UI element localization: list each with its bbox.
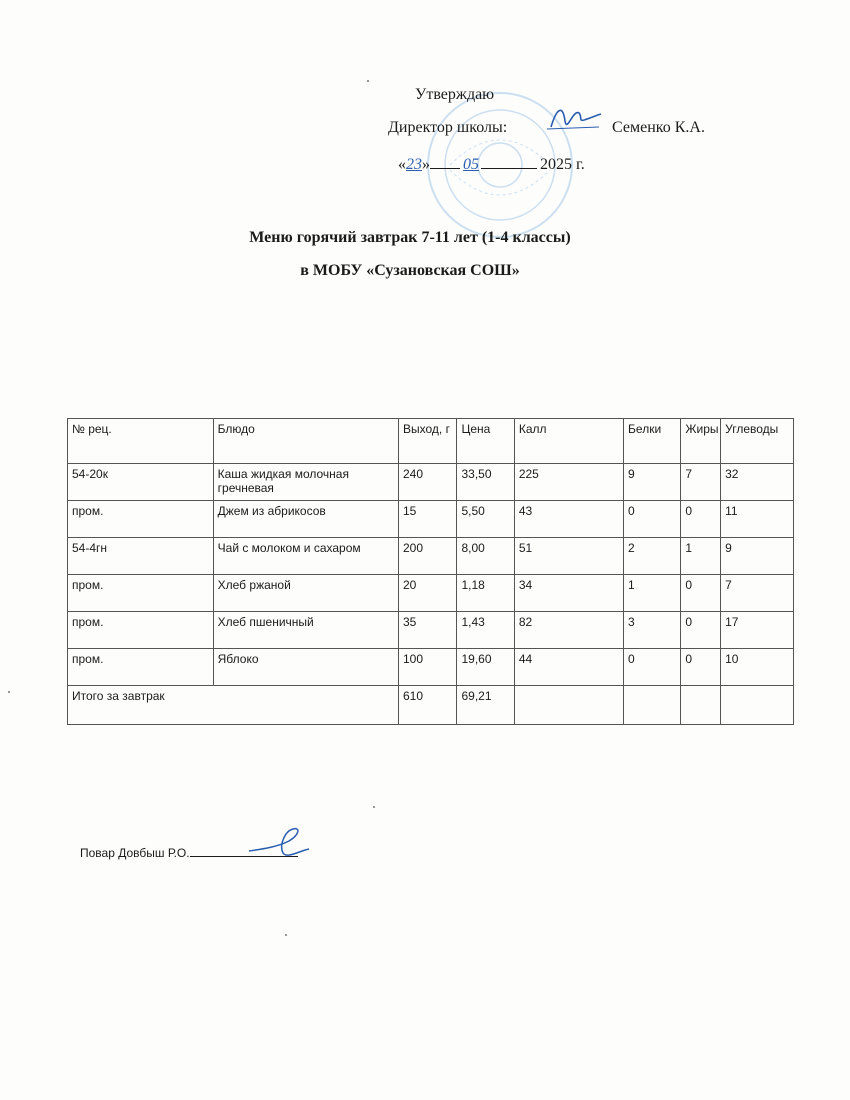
cell-fats: 1 — [681, 538, 721, 575]
cell-fats: 0 — [681, 649, 721, 686]
signature-icon — [543, 99, 603, 139]
total-empty — [681, 686, 721, 725]
cell-yield: 240 — [399, 464, 457, 501]
table-row — [68, 649, 794, 686]
scan-speck — [367, 80, 369, 82]
cell-yield: 35 — [399, 612, 457, 649]
total-label: Итого за завтрак — [68, 686, 399, 725]
total-price: 69,21 — [457, 686, 514, 725]
header-carbs: Углеводы — [721, 419, 794, 464]
cell-price: 33,50 — [457, 464, 514, 501]
cell-fats: 0 — [681, 501, 721, 538]
cell-proteins: 0 — [624, 649, 681, 686]
cell-calories: 82 — [514, 612, 623, 649]
date-blank — [430, 154, 460, 169]
scan-speck — [8, 691, 10, 693]
cell-dish: Джем из абрикосов — [213, 501, 398, 538]
page-subtitle: в МОБУ «Сузановская СОШ» — [300, 262, 520, 279]
menu-table — [67, 418, 794, 725]
cell-recipe-no: пром. — [68, 649, 214, 686]
cell-calories: 34 — [514, 575, 623, 612]
header-recipe-no: № рец. — [68, 419, 214, 464]
date-day: 23 — [406, 156, 422, 173]
header-price: Цена — [457, 419, 514, 464]
cell-recipe-no: пром. — [68, 612, 214, 649]
cell-price: 1,18 — [457, 575, 514, 612]
cell-proteins: 9 — [624, 464, 681, 501]
table-total-row — [68, 686, 794, 725]
table-row — [68, 612, 794, 649]
cell-proteins: 1 — [624, 575, 681, 612]
cook-label: Повар Довбыш Р.О. — [80, 846, 190, 860]
header-fats: Жиры — [681, 419, 721, 464]
header-yield: Выход, г — [399, 419, 457, 464]
table-row — [68, 538, 794, 575]
cell-carbs: 10 — [721, 649, 794, 686]
cell-proteins: 2 — [624, 538, 681, 575]
table-row — [68, 575, 794, 612]
scan-speck — [285, 934, 287, 936]
cell-fats: 0 — [681, 575, 721, 612]
cell-carbs: 32 — [721, 464, 794, 501]
cell-dish: Каша жидкая молочная гречневая — [213, 464, 398, 501]
approval-title: Утверждаю — [415, 86, 495, 103]
cell-yield: 20 — [399, 575, 457, 612]
cell-proteins: 0 — [624, 501, 681, 538]
director-label: Директор школы: — [388, 119, 508, 136]
cell-dish: Яблоко — [213, 649, 398, 686]
cell-yield: 15 — [399, 501, 457, 538]
table-row — [68, 501, 794, 538]
cell-price: 8,00 — [457, 538, 514, 575]
cell-price: 1,43 — [457, 612, 514, 649]
cell-yield: 100 — [399, 649, 457, 686]
cell-recipe-no: пром. — [68, 575, 214, 612]
header-calories: Калл — [514, 419, 623, 464]
cell-recipe-no: 54-4гн — [68, 538, 214, 575]
cell-yield: 200 — [399, 538, 457, 575]
date-blank-2 — [481, 154, 537, 169]
signature-icon — [243, 823, 313, 861]
date-month: 05 — [463, 156, 479, 173]
cell-calories: 225 — [514, 464, 623, 501]
total-empty — [624, 686, 681, 725]
table-row — [68, 464, 794, 501]
page-title: Меню горячий завтрак 7-11 лет (1-4 классы) — [249, 229, 571, 246]
cell-price: 19,60 — [457, 649, 514, 686]
date-quote-close: » — [422, 156, 430, 173]
approval-date — [398, 154, 585, 174]
header-proteins: Белки — [624, 419, 681, 464]
cell-calories: 51 — [514, 538, 623, 575]
cell-recipe-no: пром. — [68, 501, 214, 538]
director-name: Семенко К.А. — [612, 119, 705, 136]
approval-director — [388, 119, 705, 137]
cell-carbs: 9 — [721, 538, 794, 575]
total-empty — [514, 686, 623, 725]
cell-dish: Чай с молоком и сахаром — [213, 538, 398, 575]
cell-recipe-no: 54-20к — [68, 464, 214, 501]
cell-fats: 7 — [681, 464, 721, 501]
cell-price: 5,50 — [457, 501, 514, 538]
cell-carbs: 17 — [721, 612, 794, 649]
total-empty — [721, 686, 794, 725]
cell-dish: Хлеб пшеничный — [213, 612, 398, 649]
cell-calories: 43 — [514, 501, 623, 538]
total-yield: 610 — [399, 686, 457, 725]
scan-speck — [373, 806, 375, 808]
date-quote-open: « — [398, 156, 406, 173]
cell-proteins: 3 — [624, 612, 681, 649]
cell-fats: 0 — [681, 612, 721, 649]
cell-carbs: 11 — [721, 501, 794, 538]
cell-calories: 44 — [514, 649, 623, 686]
date-year: 2025 г. — [540, 156, 585, 173]
cell-carbs: 7 — [721, 575, 794, 612]
cell-dish: Хлеб ржаной — [213, 575, 398, 612]
table-header-row — [68, 419, 794, 464]
header-dish: Блюдо — [213, 419, 398, 464]
